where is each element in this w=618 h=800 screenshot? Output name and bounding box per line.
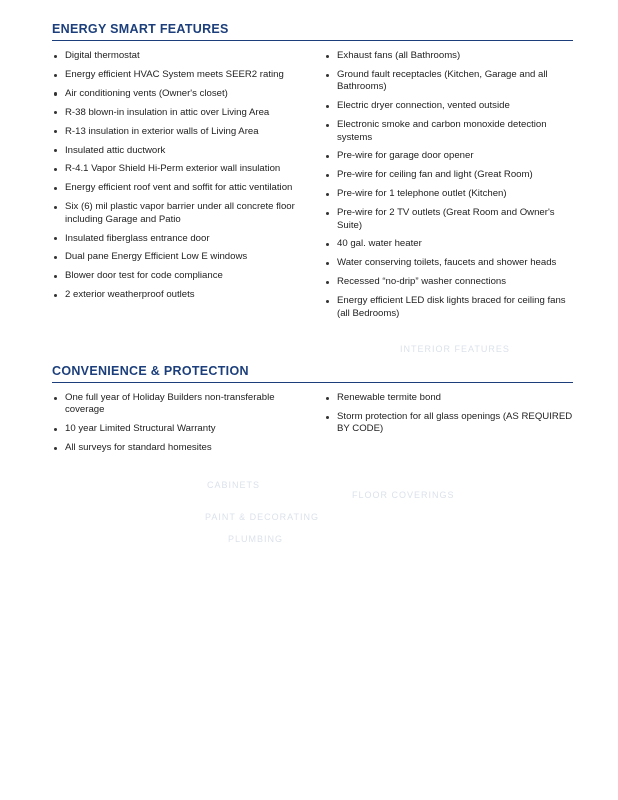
- bleed-through-text: PAINT & DECORATING: [205, 512, 320, 522]
- section-convenience-protection: [52, 364, 580, 461]
- list-item: Exhaust fans (all Bathrooms): [324, 50, 574, 62]
- list-item: Ground fault receptacles (Kitchen, Garage and all Bathrooms): [324, 69, 574, 94]
- left-column: [52, 50, 314, 327]
- bleed-through-text: PLUMBING: [228, 534, 284, 544]
- list-item: Dual pane Energy Efficient Low E windows: [52, 251, 308, 263]
- list-item: All surveys for standard homesites: [52, 442, 308, 454]
- right-column: [314, 392, 580, 461]
- feature-list: [324, 392, 574, 436]
- feature-list: [324, 50, 574, 320]
- list-item: Six (6) mil plastic vapor barrier under all concrete floor including Garage and Patio: [52, 201, 308, 226]
- section-title: ENERGY SMART FEATURES: [52, 22, 573, 41]
- list-item: Pre-wire for ceiling fan and light (Great Room): [324, 169, 574, 181]
- list-item: Insulated fiberglass entrance door: [52, 233, 308, 245]
- feature-list: [52, 392, 308, 455]
- list-item: Pre-wire for garage door opener: [324, 150, 574, 162]
- list-item: Air conditioning vents (Owner's closet): [52, 88, 308, 100]
- list-item: Energy efficient LED disk lights braced for ceiling fans (all Bedrooms): [324, 295, 574, 320]
- list-item: Energy efficient HVAC System meets SEER2 rating: [52, 69, 308, 81]
- list-item: Pre-wire for 2 TV outlets (Great Room and Owner's Suite): [324, 207, 574, 232]
- section-title: CONVENIENCE & PROTECTION: [52, 364, 573, 383]
- list-item: 2 exterior weatherproof outlets: [52, 289, 308, 301]
- list-item: R-13 insulation in exterior walls of Living Area: [52, 126, 308, 138]
- bleed-through-text: CABINETS: [207, 480, 261, 490]
- left-column: [52, 392, 314, 461]
- list-item: R-38 blown-in insulation in attic over Living Area: [52, 107, 308, 119]
- list-item: Storm protection for all glass openings (AS REQUIRED BY CODE): [324, 411, 574, 436]
- bleed-through-text: INTERIOR FEATURES: [400, 344, 510, 354]
- list-item: Blower door test for code compliance: [52, 270, 308, 282]
- list-item: Electronic smoke and carbon monoxide detection systems: [324, 119, 574, 144]
- bleed-through-text: FLOOR COVERINGS: [352, 490, 455, 500]
- list-item: Water conserving toilets, faucets and shower heads: [324, 257, 574, 269]
- section-columns: [52, 50, 580, 327]
- list-item: Electric dryer connection, vented outside: [324, 100, 574, 112]
- list-item: Digital thermostat: [52, 50, 308, 62]
- feature-list: [52, 50, 308, 302]
- list-item: Insulated attic ductwork: [52, 145, 308, 157]
- list-item: 40 gal. water heater: [324, 238, 574, 250]
- list-item: 10 year Limited Structural Warranty: [52, 423, 308, 435]
- list-item: R-4.1 Vapor Shield Hi-Perm exterior wall insulation: [52, 163, 308, 175]
- section-columns: [52, 392, 580, 461]
- list-item: Renewable termite bond: [324, 392, 574, 404]
- list-item: Energy efficient roof vent and soffit for attic ventilation: [52, 182, 308, 194]
- list-item: Recessed “no-drip” washer connections: [324, 276, 574, 288]
- right-column: [314, 50, 580, 327]
- list-item: Pre-wire for 1 telephone outlet (Kitchen): [324, 188, 574, 200]
- section-energy-smart-features: [52, 22, 580, 327]
- list-item: One full year of Holiday Builders non-transferable coverage: [52, 392, 308, 417]
